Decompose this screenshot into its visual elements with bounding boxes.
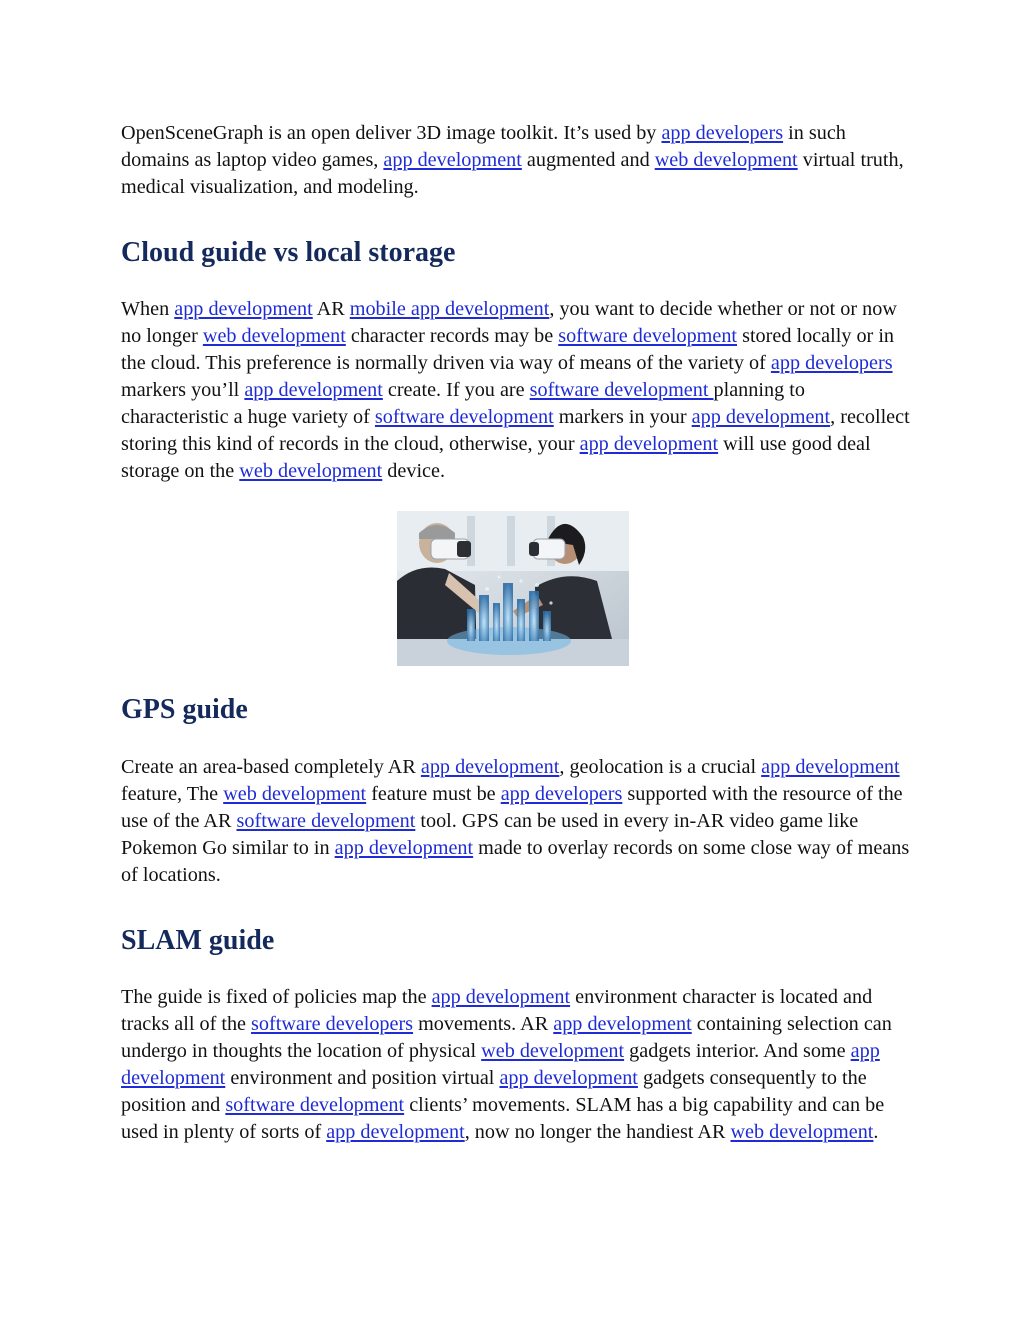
text-run: supported with the resource of the use of the AR <box>121 783 903 832</box>
heading-gps-guide: GPS guide <box>121 694 248 725</box>
text-run: in such domains as laptop video games, <box>121 122 846 171</box>
text-run: , now no longer the handiest AR <box>464 1121 731 1143</box>
inline-link[interactable]: app development <box>326 1121 465 1143</box>
inline-link[interactable]: app developers <box>661 122 784 144</box>
text-run: Create an area-based completely AR <box>121 756 421 778</box>
inline-link[interactable]: web development <box>654 149 798 171</box>
text-run: create. If you are <box>382 379 530 401</box>
inline-link[interactable]: web development <box>239 460 383 482</box>
inline-link[interactable]: web development <box>481 1040 625 1062</box>
text-run: AR <box>312 298 350 320</box>
inline-link[interactable]: app developers <box>770 352 893 374</box>
inline-link[interactable]: app development <box>420 756 560 778</box>
inline-link[interactable]: software development <box>374 406 554 428</box>
text-run: The guide is fixed of policies map the <box>121 986 432 1008</box>
text-run: feature must be <box>366 783 501 805</box>
text-run: movements. AR <box>413 1013 554 1035</box>
inline-link[interactable]: app development <box>499 1067 638 1089</box>
cloud-paragraph <box>121 296 911 485</box>
inline-link[interactable]: app development <box>553 1013 692 1035</box>
inline-link[interactable]: app development <box>334 837 474 859</box>
text-run: made to overlay records on some close way of means of locations. <box>121 837 910 886</box>
text-run: When <box>121 298 175 320</box>
text-run: character records may be <box>345 325 559 347</box>
inline-link[interactable]: app developers <box>500 783 623 805</box>
inline-link[interactable]: web development <box>730 1121 874 1143</box>
text-run: markers in your <box>553 406 692 428</box>
intro-paragraph <box>121 120 911 201</box>
text-run: planning to characteristic a huge variety of <box>121 379 805 428</box>
text-run: , you want to decide whether or not or now no longer <box>121 298 897 347</box>
text-run: . <box>873 1121 879 1143</box>
inline-link[interactable]: app development <box>691 406 831 428</box>
text-run: gadgets consequently to the position and <box>121 1067 867 1116</box>
document-page <box>121 118 911 1146</box>
inline-link[interactable]: software development <box>558 325 738 347</box>
text-run: , recollect storing this kind of records in the cloud, otherwise, your <box>121 406 910 455</box>
heading-cloud-guide: Cloud guide vs local storage <box>121 237 456 268</box>
inline-link[interactable]: app development <box>431 986 571 1008</box>
text-run: OpenSceneGraph is an open deliver 3D image toolkit. It’s used by <box>121 122 662 144</box>
text-run: clients’ movements. SLAM has a big capability and can be used in plenty of sorts of <box>121 1094 885 1143</box>
inline-link[interactable]: app development <box>121 1040 880 1089</box>
heading-slam-guide: SLAM guide <box>121 925 275 956</box>
vr-headset-hologram-photo-icon <box>397 511 629 666</box>
inline-link[interactable]: web development <box>202 325 346 347</box>
inline-link[interactable]: software development <box>236 810 416 832</box>
text-run: augmented and <box>521 149 655 171</box>
gps-paragraph <box>121 754 911 889</box>
inline-link[interactable]: software development <box>529 379 714 401</box>
inline-link[interactable]: app development <box>761 756 900 778</box>
text-run: feature, The <box>121 783 224 805</box>
text-run: , geolocation is a crucial <box>559 756 762 778</box>
inline-link[interactable]: app development <box>244 379 383 401</box>
inline-link[interactable]: software development <box>225 1094 405 1116</box>
slam-paragraph <box>121 984 911 1146</box>
text-run: environment character is located and tracks all of the <box>121 986 873 1035</box>
vr-photo <box>397 511 629 666</box>
text-run: gadgets interior. And some <box>624 1040 851 1062</box>
inline-link[interactable]: web development <box>223 783 367 805</box>
inline-link[interactable]: app development <box>579 433 719 455</box>
inline-link[interactable]: app development <box>174 298 313 320</box>
inline-link[interactable]: app development <box>383 149 522 171</box>
text-run: will use good deal storage on the <box>121 433 871 482</box>
text-run: markers you’ll <box>121 379 245 401</box>
text-run: virtual truth, medical visualization, and modeling. <box>121 149 904 198</box>
inline-link[interactable]: mobile app development <box>349 298 550 320</box>
inline-link[interactable]: software developers <box>251 1013 414 1035</box>
text-run: environment and position virtual <box>225 1067 500 1089</box>
text-run: device. <box>382 460 446 482</box>
text-run: stored locally or in the cloud. This preference is normally driven via way of means of the variety of <box>121 325 895 374</box>
text-run: containing selection can undergo in thoughts the location of physical <box>121 1013 892 1062</box>
text-run: tool. GPS can be used in every in-AR video game like Pokemon Go similar to in <box>121 810 859 859</box>
